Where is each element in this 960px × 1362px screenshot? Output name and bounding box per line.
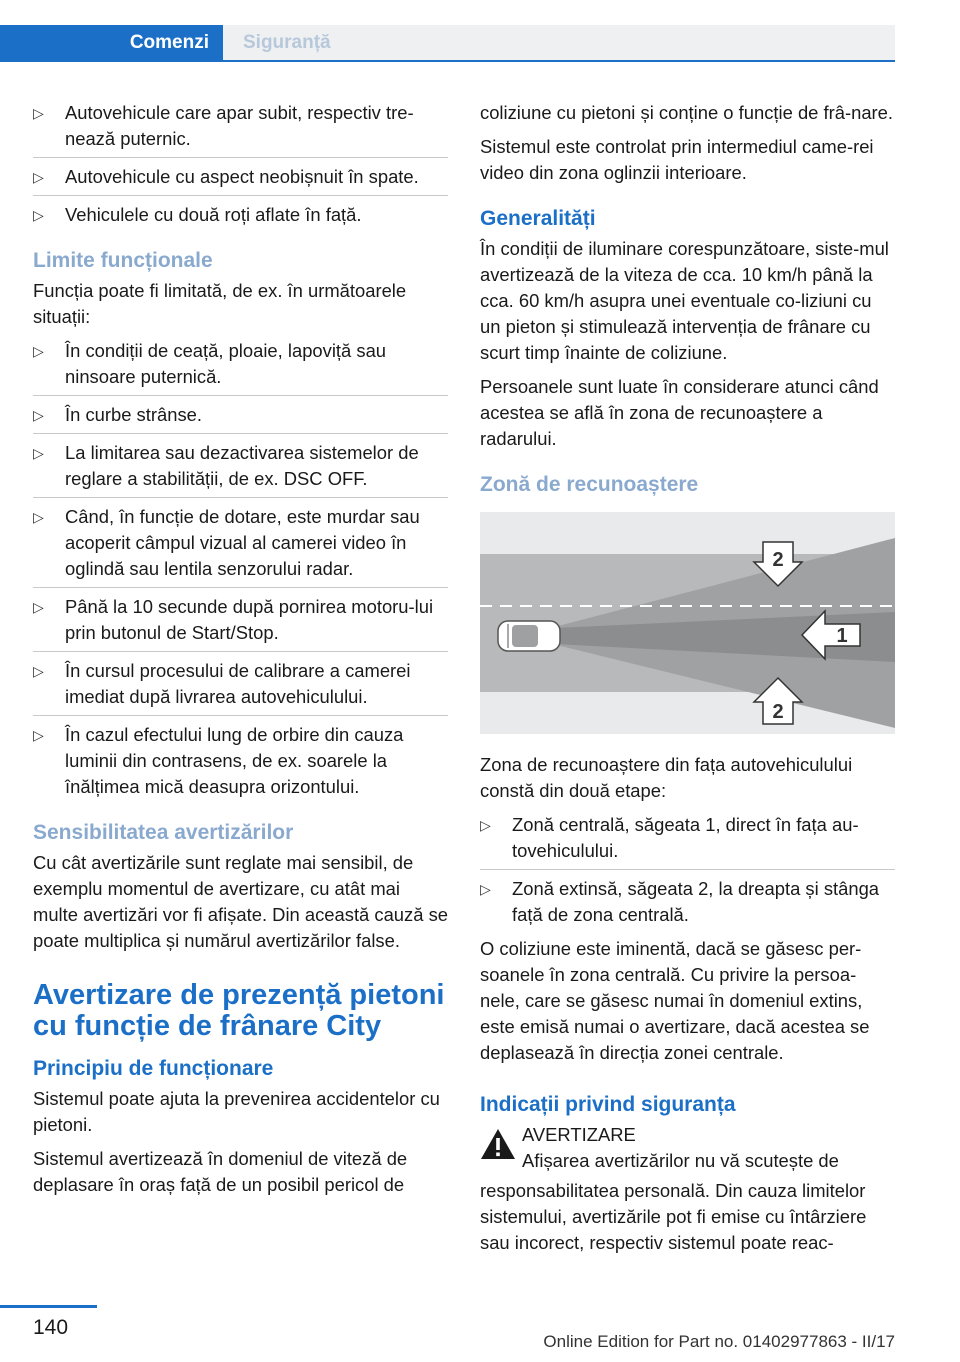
warning-header (480, 1122, 895, 1174)
car-icon (498, 621, 560, 651)
section-heading-limite: Limite funcționale (33, 249, 213, 272)
list-item: ▷ Zonă centrală, săgeata 1, direct în fața au-tovehiculului. (480, 812, 895, 870)
paragraph: În condiții de iluminare corespunzătoare, siste-mul avertizează de la viteza de cca. 10 km/h până la cca. 60 km/h asupra unei eventuale co-liziuni cu un pieton și stimulează intervenția de frânare cu scurt timp înainte de coliziune. (480, 238, 889, 363)
page-number: 140 (33, 1316, 69, 1339)
warning-triangle-icon (480, 1128, 516, 1160)
triangle-bullet-icon: ▷ (33, 445, 44, 461)
triangle-bullet-icon: ▷ (480, 817, 491, 833)
section-heading-sensibilitate: Sensibilitatea avertizărilor (33, 821, 294, 844)
vehicle-list (33, 100, 448, 228)
list-item: ▷ Vehiculele cu două roți aflate în față. (33, 202, 448, 228)
triangle-bullet-icon: ▷ (33, 663, 44, 679)
list-item: ▷ În curbe strânse. (33, 402, 448, 434)
warning-title: AVERTIZARE (522, 1124, 636, 1145)
paragraph: Zona de recunoaștere din fața autovehiculului constă din două etape: (480, 754, 853, 801)
paragraph: O coliziune este iminentă, dacă se găsesc per-soanele în zona centrală. Cu privire la persoa-nele, care se găsesc numai în domeniul extins, este emisă numai o avertizare, dacă acestea se deplasează în direcția zonei centrale. (480, 938, 870, 1063)
paragraph: Cu cât avertizările sunt reglate mai sensibil, de exemplu momentul de avertizare, cu atât mai multe avertizări vor fi afișate. Din această cauză se poate multiplica și numărul avertizărilor false. (33, 852, 448, 951)
tab-comenzi[interactable]: Comenzi (0, 25, 223, 61)
detection-zone-diagram (480, 512, 895, 734)
triangle-bullet-icon: ▷ (33, 599, 44, 615)
triangle-bullet-icon: ▷ (33, 169, 44, 185)
list-item: ▷ Când, în funcție de dotare, este murdar sau acoperit câmpul vizual al camerei video în oglindă sau lentila senzorului radar. (33, 504, 448, 588)
triangle-bullet-icon: ▷ (33, 727, 44, 743)
section-heading-generalitati: Generalități (480, 207, 596, 230)
arrow-label: 2 (772, 701, 784, 723)
warning-text: responsabilitatea personală. Din cauza limitelor sistemului, avertizările pot fi emise cu întârziere sau incorect, respectiv sistemul poate reac- (480, 1180, 867, 1253)
edition-label: Online Edition for Part no. 01402977863 - II/17 (543, 1332, 895, 1351)
section-heading-indicatii: Indicații privind siguranța (480, 1093, 736, 1116)
paragraph: Sistemul poate ajuta la prevenirea accidentelor cu pietoni. (33, 1088, 440, 1135)
left-column (33, 100, 448, 1206)
header-divider (0, 60, 895, 62)
right-column (480, 100, 895, 1256)
paragraph: Sistemul este controlat prin intermediul came-rei video din zona oglinzii interioare. (480, 136, 874, 183)
triangle-bullet-icon: ▷ (33, 343, 44, 359)
header-tabs (0, 25, 895, 61)
list-item: ▷ Autovehicule cu aspect neobișnuit în spate. (33, 164, 448, 196)
footer-divider (0, 1305, 97, 1308)
chapter-heading: Avertizare de prezență pietoni cu funcție de frânare City (33, 979, 445, 1042)
tab-siguranta[interactable]: Siguranță (223, 25, 895, 61)
section-heading-principiu: Principiu de funcționare (33, 1057, 274, 1080)
zone-list (480, 812, 895, 928)
list-item: ▷ Până la 10 secunde după pornirea motoru-lui prin butonul de Start/Stop. (33, 594, 448, 652)
triangle-bullet-icon: ▷ (33, 509, 44, 525)
triangle-bullet-icon: ▷ (480, 881, 491, 897)
arrow-label: 1 (836, 625, 848, 647)
list-item: ▷ În condiții de ceață, ploaie, lapoviță sau ninsoare puternică. (33, 338, 448, 396)
list-item: ▷ Zonă extinsă, săgeata 2, la dreapta și stânga față de zona centrală. (480, 878, 880, 925)
warning-text-first: Afișarea avertizărilor nu vă scutește de (522, 1150, 839, 1171)
paragraph: Persoanele sunt luate în considerare atunci când acestea se află în zona de recunoaștere a radarului. (480, 376, 879, 449)
paragraph: coliziune cu pietoni și conține o funcție de frâ-nare. (480, 102, 894, 123)
list-item: ▷ În cazul efectului lung de orbire din cauza luminii din contrasens, de ex. soarele la înălțimea mică deasupra orizontului. (33, 724, 404, 797)
triangle-bullet-icon: ▷ (33, 407, 44, 423)
paragraph: Sistemul avertizează în domeniul de viteză de deplasare în oraș față de un posibil pericol de (33, 1148, 408, 1195)
triangle-bullet-icon: ▷ (33, 105, 44, 121)
list-item: ▷ În cursul procesului de calibrare a camerei imediat după livrarea autovehiculului. (33, 658, 448, 716)
list-item: ▷ Autovehicule care apar subit, respectiv tre-nează puternic. (33, 100, 448, 158)
paragraph: Funcția poate fi limitată, de ex. în următoarele situații: (33, 280, 407, 327)
list-item: ▷ La limitarea sau dezactivarea sistemelor de reglare a stabilității, de ex. DSC OFF. (33, 440, 448, 498)
limits-list (33, 338, 448, 800)
section-heading-zona: Zonă de recunoaștere (480, 473, 699, 496)
warning-block (480, 1122, 895, 1256)
triangle-bullet-icon: ▷ (33, 207, 44, 223)
arrow-label: 2 (772, 549, 784, 571)
